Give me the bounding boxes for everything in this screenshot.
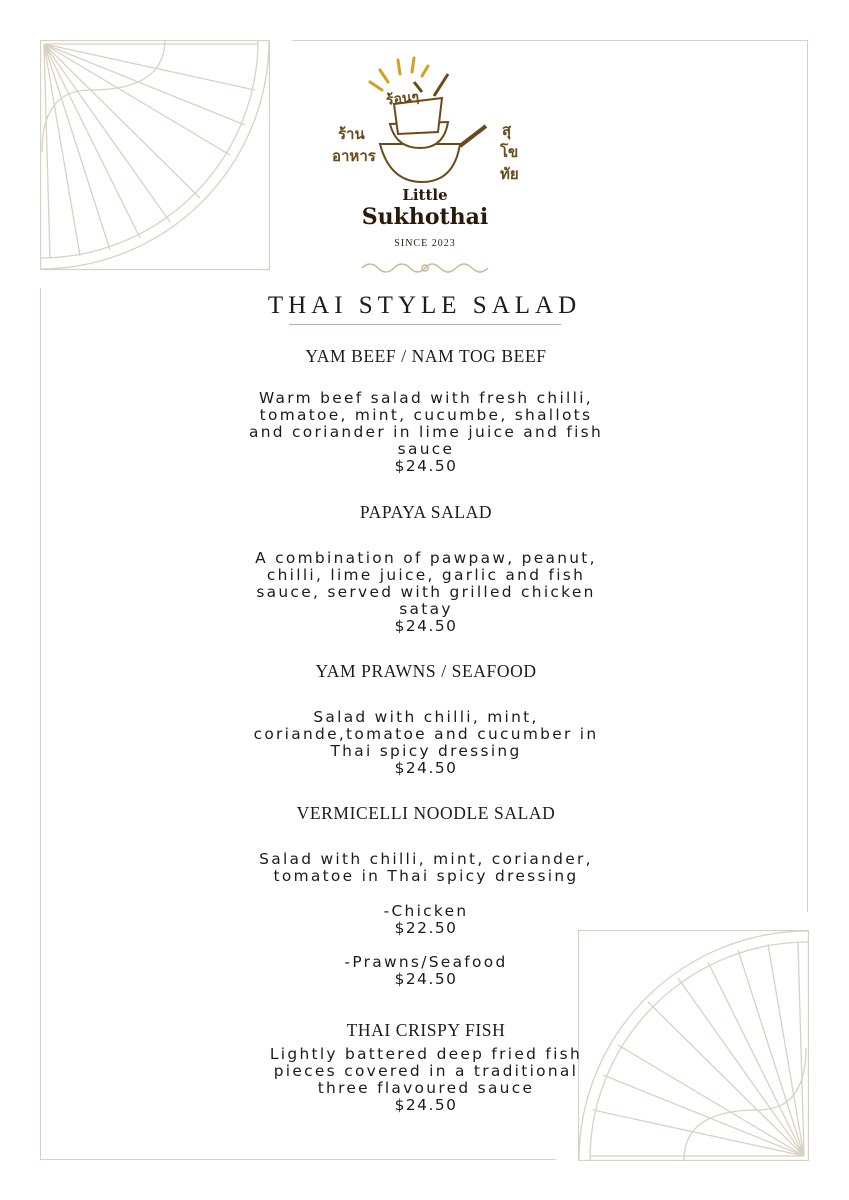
item-description-line: Thai spicy dressing [330, 742, 522, 760]
item-title: VERMICELLI NOODLE SALAD [296, 803, 556, 823]
logo-brand-line2: Sukhothai [361, 204, 489, 230]
item-description-line: Salad with chilli, mint, [313, 708, 539, 726]
item-description-line: satay [399, 600, 453, 618]
item-description-line: tomatoe, mint, cucumbe, shallots [259, 406, 593, 424]
logo-thai-right-1: สุ [502, 121, 512, 139]
item-description-line: sauce [397, 440, 455, 458]
frame-right-line [807, 40, 808, 912]
section-heading: THAI STYLE SALAD [267, 292, 582, 319]
frame-left-line [40, 288, 41, 1160]
logo-brand-line1: Little [402, 186, 448, 204]
item-description-line: sauce, served with grilled chicken [256, 583, 596, 601]
item-option-label: -Prawns/Seafood [344, 953, 508, 971]
item-description-line: Lightly battered deep fried fish [269, 1045, 583, 1063]
logo-thai-right-2: โข [500, 143, 519, 161]
item-description-line: chilli, lime juice, garlic and fish [266, 566, 586, 584]
item-option-price: $24.50 [394, 970, 458, 988]
item-price: $24.50 [394, 617, 458, 635]
corner-ornament-top-left [40, 40, 270, 272]
item-option-label: -Chicken [383, 902, 469, 920]
item-description-line: tomatoe in Thai spicy dressing [273, 867, 579, 885]
item-description-line: three flavoured sauce [317, 1079, 535, 1097]
item-title: YAM PRAWNS / SEAFOOD [315, 661, 537, 681]
logo-since: SINCE 2023 [394, 238, 456, 249]
restaurant-logo [310, 52, 540, 282]
item-description-line: Salad with chilli, mint, coriander, [259, 850, 593, 868]
item-description-line: pieces covered in a traditional [273, 1062, 579, 1080]
logo-thai-right-3: ทัย [500, 165, 519, 183]
logo-thai-left-2: อาหาร [332, 147, 376, 165]
item-price: $24.50 [394, 759, 458, 777]
logo-thai-left-1: ร้าน [338, 125, 365, 143]
item-description-line: A combination of pawpaw, peanut, [255, 549, 597, 567]
frame-top-line [292, 40, 808, 41]
scroll-flourish-icon [360, 258, 490, 278]
item-title: YAM BEEF / NAM TOG BEEF [305, 346, 547, 366]
heading-underline [289, 324, 561, 325]
item-description-line: and coriander in lime juice and fish [248, 423, 604, 441]
item-price: $24.50 [394, 457, 458, 475]
item-option-price: $22.50 [394, 919, 458, 937]
item-title: PAPAYA SALAD [359, 502, 493, 522]
item-title: THAI CRISPY FISH [346, 1020, 506, 1040]
item-description-line: Warm beef salad with fresh chilli, [259, 389, 593, 407]
item-description-line: coriande,tomatoe and cucumber in [253, 725, 599, 743]
frame-bottom-line [40, 1159, 556, 1160]
item-price: $24.50 [394, 1096, 458, 1114]
logo-thai-burst: ร้อนๆ [385, 89, 420, 109]
